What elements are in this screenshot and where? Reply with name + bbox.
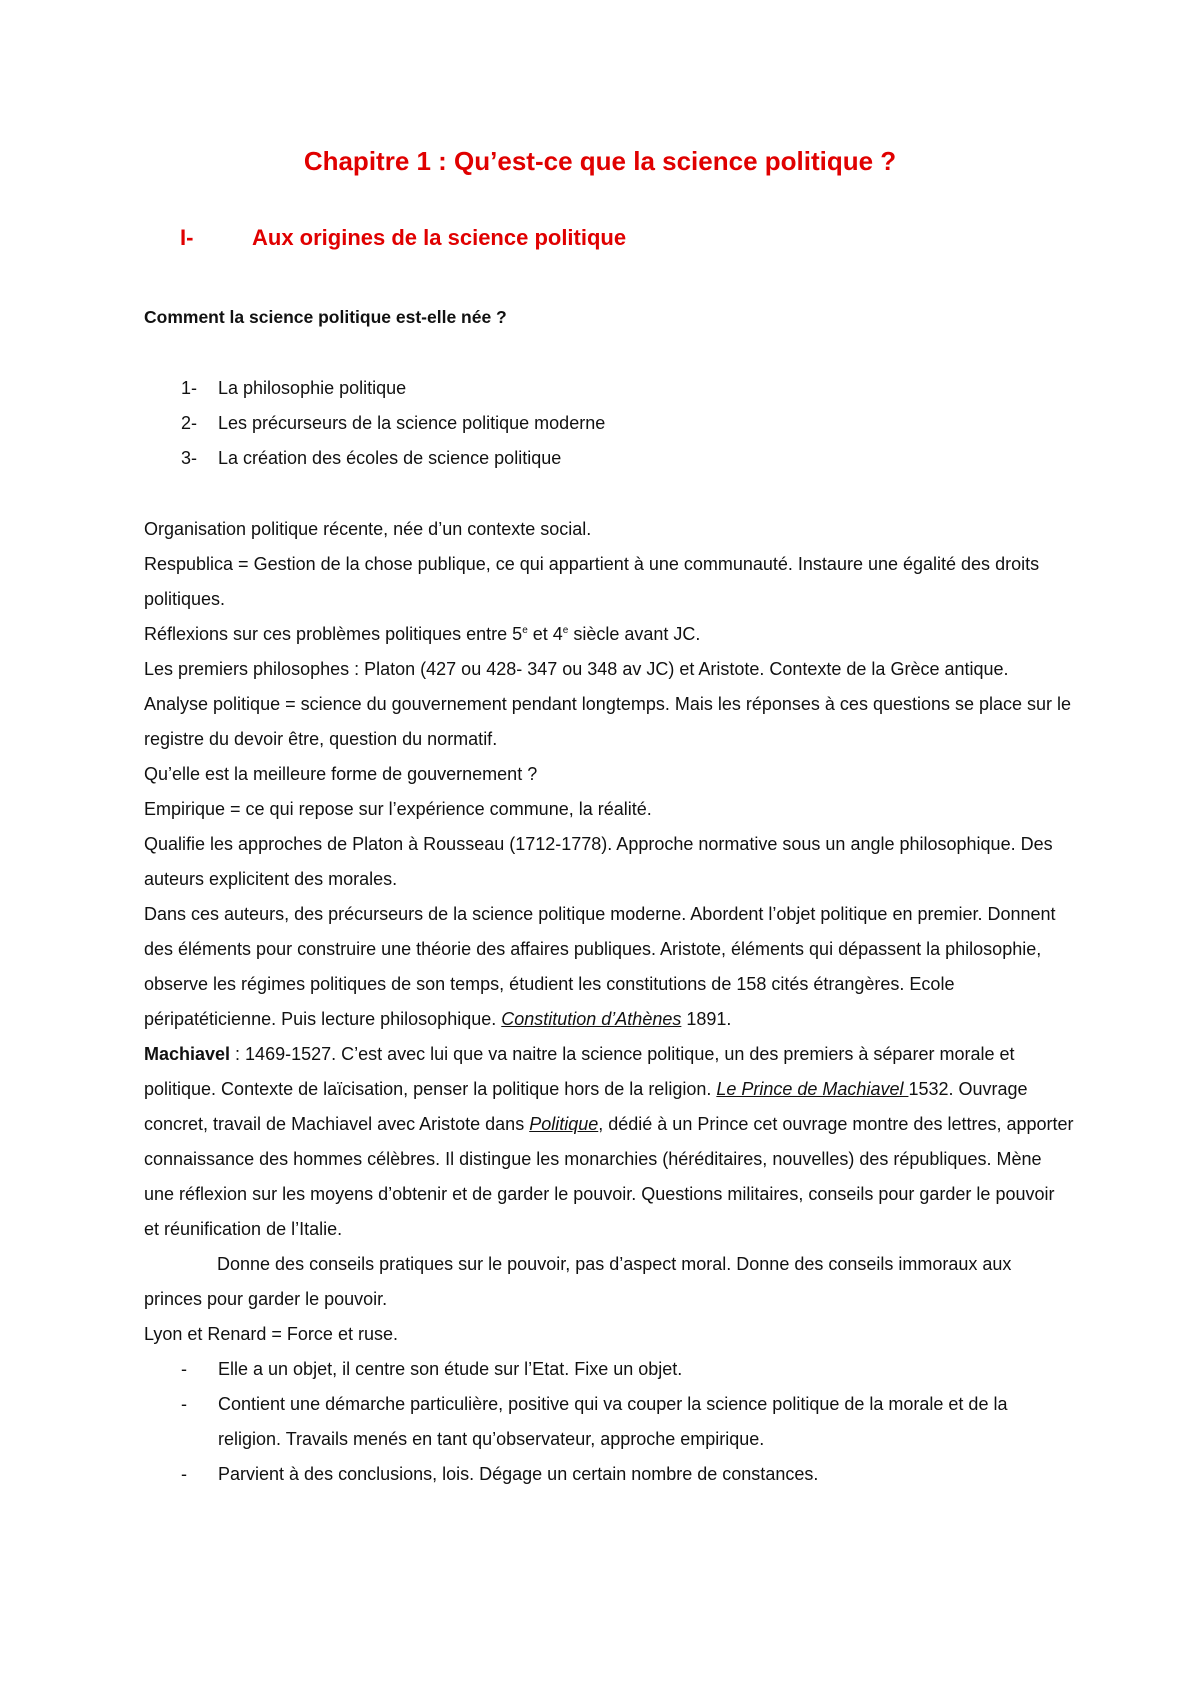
paragraph: [144, 617, 1074, 652]
plan-item: [144, 441, 605, 476]
paragraph: [144, 1037, 1074, 1247]
dash-item-text: Contient une démarche particulière, positive qui va couper la science politique de la morale et de la religion. Travails menés en tant qu’observateur, approche empirique.: [218, 1394, 1008, 1449]
plan-item: [144, 371, 605, 406]
dash-item-text: Parvient à des conclusions, lois. Dégage un certain nombre de constances.: [218, 1464, 819, 1484]
guiding-question: Comment la science politique est-elle née ?: [144, 307, 507, 327]
dash-marker: -: [181, 1464, 187, 1484]
plan-item: [144, 406, 605, 441]
section-heading: [180, 224, 626, 252]
dash-list: [144, 1352, 1074, 1492]
paragraph: Organisation politique récente, née d’un contexte social.: [144, 519, 592, 539]
section-number: I-: [180, 225, 194, 250]
plan-item-text: Les précurseurs de la science politique moderne: [218, 413, 606, 433]
dash-item: [144, 1352, 1074, 1387]
paragraph: [144, 897, 1074, 1037]
paragraph-text: Réflexions sur ces problèmes politiques entre 5: [144, 624, 523, 644]
paragraph: Empirique = ce qui repose sur l’expérience commune, la réalité.: [144, 799, 652, 819]
plan-item-text: La philosophie politique: [218, 378, 407, 398]
chapter-title: Chapitre 1 : Qu’est-ce que la science politique ?: [303, 146, 897, 176]
superscript: e: [562, 625, 569, 636]
work-title: Politique: [529, 1114, 599, 1134]
author-name: Machiavel: [144, 1044, 231, 1064]
dash-item: [144, 1387, 1074, 1457]
paragraph-text: et 4: [527, 624, 563, 644]
paragraph: Respublica = Gestion de la chose publique, ce qui appartient à une communauté. Instaure une égalité des droits politiques.: [144, 554, 1040, 609]
dash-item-text: Elle a un objet, il centre son étude sur l’Etat. Fixe un objet.: [218, 1359, 683, 1379]
paragraph-text: 1891.: [681, 1009, 732, 1029]
superscript: e: [522, 625, 528, 636]
paragraph-text: 1532. Ouvrage concret, travail de Machiavel avec Aristote dans: [144, 1079, 1028, 1134]
plan-item-number: 1-: [181, 378, 198, 398]
dash-marker: -: [181, 1394, 187, 1414]
paragraph-text: siècle avant JC.: [568, 624, 701, 644]
paragraph: Les premiers philosophes : Platon (427 ou 428- 347 ou 348 av JC) et Aristote. Contexte de la Grèce antique.: [144, 659, 1009, 679]
work-title: Constitution d’Athènes: [501, 1009, 682, 1029]
paragraph: Qualifie les approches de Platon à Rousseau (1712-1778). Approche normative sous un angle philosophique. Des auteurs explicitent des morales.: [144, 834, 1053, 889]
plan-item-number: 3-: [181, 448, 198, 468]
paragraph: Lyon et Renard = Force et ruse.: [144, 1324, 398, 1344]
paragraph: Analyse politique = science du gouvernement pendant longtemps. Mais les réponses à ces questions se place sur le registre du devoir être, question du normatif.: [144, 694, 1072, 749]
plan-item-text: La création des écoles de science politique: [218, 448, 562, 468]
paragraph-text: : 1469-1527. C’est avec lui que va naitre la science politique, un des premiers à séparer morale et politique. Contexte de laïcisation, penser la politique hors de la religion.: [144, 1044, 1015, 1099]
paragraph: Donne des conseils pratiques sur le pouvoir, pas d’aspect moral. Donne des conseils immoraux aux princes pour garder le pouvoir.: [144, 1254, 1012, 1309]
body-text: [144, 512, 1074, 1492]
section-label: Aux origines de la science politique: [252, 225, 627, 250]
paragraph: Qu’elle est la meilleure forme de gouvernement ?: [144, 764, 538, 784]
paragraph-text: , dédié à un Prince cet ouvrage montre des lettres, apporter connaissance des hommes célèbres. Il distingue les monarchies (héréditaires, nouvelles) des républiques. Mène une réflexion sur les moyens d’obtenir et de garder le pouvoir. Questions militaires, conseils pour garder le pouvoir et réunification de l’Italie.: [144, 1114, 1074, 1239]
dash-marker: -: [181, 1359, 187, 1379]
plan-item-number: 2-: [181, 413, 198, 433]
work-title: Le Prince de Machiavel: [716, 1079, 909, 1099]
dash-item: [144, 1457, 1074, 1492]
plan-list: [144, 371, 605, 476]
paragraph-text: Dans ces auteurs, des précurseurs de la science politique moderne. Abordent l’objet politique en premier. Donnent des éléments pour construire une théorie des affaires publiques. Aristote, éléments qui dépassent la philosophie, observe les régimes politiques de son temps, étudient les constitutions de 158 cités étrangères. Ecole péripatéticienne. Puis lecture philosophique.: [144, 904, 1056, 1029]
